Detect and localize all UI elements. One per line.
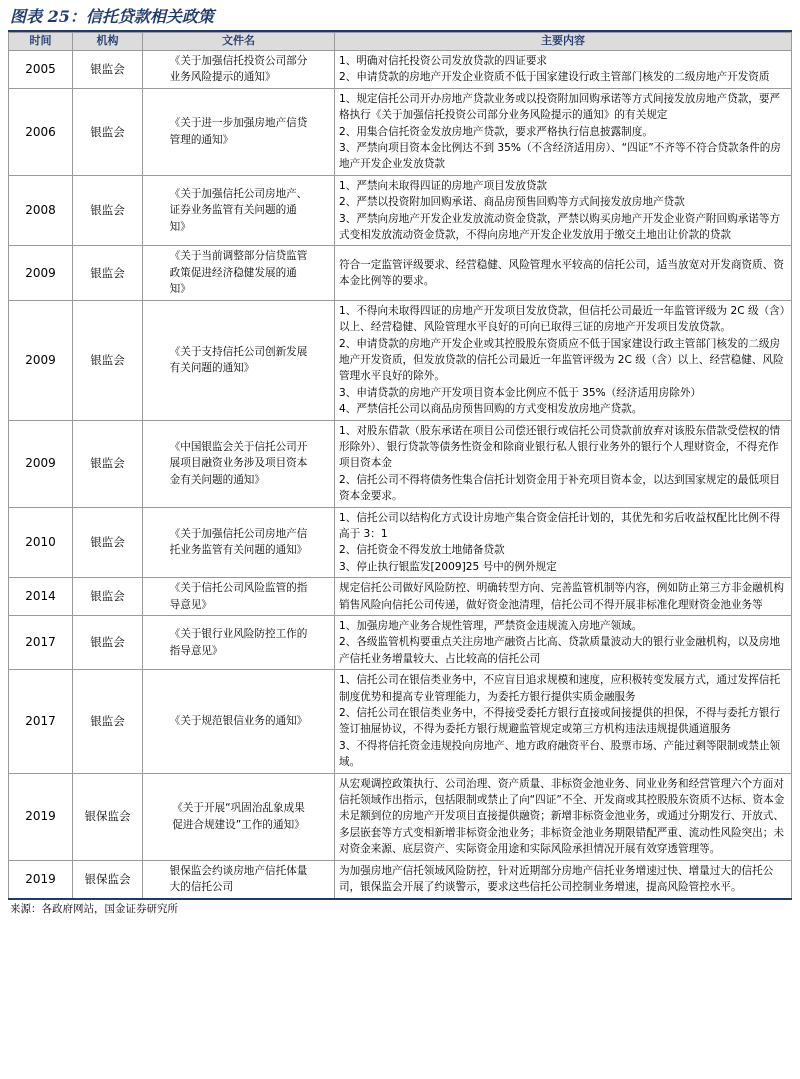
cell-doc-text: 《关于银行业风险防控工作的 指导意见》 <box>169 628 308 657</box>
cell-doc <box>143 88 335 175</box>
table-row <box>9 175 792 246</box>
cell-doc-text: 《关于加强信托投资公司部分 业务风险提示的通知》 <box>169 55 308 84</box>
cell-doc <box>143 773 335 860</box>
table-row <box>9 246 792 300</box>
table-row <box>9 670 792 773</box>
table-row <box>9 420 792 507</box>
policy-table <box>8 32 792 900</box>
cell-doc <box>143 616 335 670</box>
cell-year: 2008 <box>9 175 73 246</box>
source-note: 来源：各政府网站，国金证券研究所 <box>10 902 178 915</box>
cell-org: 银监会 <box>73 175 143 246</box>
header-org: 机构 <box>73 33 143 51</box>
cell-doc <box>143 507 335 578</box>
table-row <box>9 51 792 89</box>
cell-main: 从宏观调控政策执行、公司治理、资产质量、非标资金池业务、同业业务和经营管理六个方面对信托领域作出指示，包括限制或禁止了向“四证”不全、开发商或其控股股东资质不达标、资本金未足额到位的房地产开发项目直接提供融资；新增非标资金池业务，或通过分期发行、开放式、多层嵌套等方式变相新增非标资金池业务；非标资金池业务期限错配严重、流动性风险突出；未对资金来源、底层资产、实际资金用途和实际风险承担情况开展有效穿透管理等。 <box>335 773 792 860</box>
cell-doc-text: 《关于进一步加强房地产信贷 管理的通知》 <box>169 117 308 146</box>
cell-doc-text: 《关于当前调整部分信贷监管 政策促进经济稳健发展的通 知》 <box>169 250 308 296</box>
table-row <box>9 507 792 578</box>
table-row <box>9 300 792 420</box>
cell-org: 银保监会 <box>73 773 143 860</box>
table-row <box>9 88 792 175</box>
cell-doc-text: 《关于加强信托公司房地产信 托业务监管有关问题的通知》 <box>169 527 308 557</box>
table-row <box>9 860 792 898</box>
cell-main: 1、严禁向未取得四证的房地产项目发放贷款 2、严禁以投资附加回购承诺、商品房预售回购等方式间接发放房地产贷款 3、严禁向房地产开发企业发放流动资金贷款，严禁以购买房地产开发企业资产附回购承诺等方式变相发放流动资金贷款，不得向房地产开发企业发放用于缴交土地出让价款的贷款 <box>335 175 792 246</box>
cell-doc-text: 《关于信托公司风险监管的指 导意见》 <box>169 582 308 611</box>
cell-org: 银保监会 <box>73 860 143 898</box>
cell-year: 2017 <box>9 670 73 773</box>
cell-doc-text: 《中国银监会关于信托公司开 展项目融资业务涉及项目资本 金有关问题的通知》 <box>169 440 308 486</box>
cell-year: 2009 <box>9 420 73 507</box>
header-row <box>9 33 792 51</box>
cell-doc <box>143 175 335 246</box>
cell-org: 银监会 <box>73 670 143 773</box>
cell-main: 1、对股东借款（股东承诺在项目公司偿还银行或信托公司贷款前放弃对该股东借款受偿权的情形除外）、银行贷款等债务性资金和除商业银行私人银行业务外的银行个人理财资金，不得充作项目资本金 2、信托公司不得将债务性集合信托计划资金用于补充项目资本金，以达到国家规定的最低项目资本金要求。 <box>335 420 792 507</box>
header-main: 主要内容 <box>335 33 792 51</box>
cell-year: 2017 <box>9 616 73 670</box>
cell-year: 2009 <box>9 246 73 300</box>
cell-year: 2005 <box>9 51 73 89</box>
cell-main: 1、加强房地产业务合规性管理，严禁资金违规流入房地产领域。 2、各级监管机构要重点关注房地产融资占比高、贷款质量波动大的银行业金融机构，以及房地产信托业务增量较大、占比较高的信托公司 <box>335 616 792 670</box>
cell-doc-text: 《关于加强信托公司房地产、 证券业务监管有关问题的通 知》 <box>169 188 308 233</box>
cell-main: 1、信托公司在银信类业务中，不应盲目追求规模和速度，应积极转变发展方式，通过发挥信托制度优势和提高专业管理能力，为委托方银行提供实质金融服务 2、信托公司在银信类业务中，不得接受委托方银行直接或间接提供的担保，不得与委托方银行签订抽屉协议，不得为委托方银行规避监管规定或第三方机构违法违规提供通道服务 3、不得将信托资金违规投向房地产、地方政府融资平台、股票市场、产能过剩等限制或禁止领域。 <box>335 670 792 773</box>
cell-doc-text: 银保监会约谈房地产信托体量 大的信托公司 <box>169 864 308 894</box>
cell-org: 银监会 <box>73 507 143 578</box>
cell-org: 银监会 <box>73 616 143 670</box>
cell-org: 银监会 <box>73 51 143 89</box>
cell-main: 1、明确对信托投资公司发放贷款的四证要求 2、申请贷款的房地产开发企业资质不低于国家建设行政主管部门核发的二级房地产开发资质 <box>335 51 792 89</box>
cell-org: 银监会 <box>73 578 143 616</box>
figure-title: 图表 25：信托贷款相关政策 <box>10 7 214 26</box>
cell-doc-text: 《关于规范银信业务的通知》 <box>169 715 308 728</box>
cell-doc <box>143 246 335 300</box>
cell-doc <box>143 578 335 616</box>
cell-doc <box>143 51 335 89</box>
cell-doc-text: 《关于开展“巩固治乱象成果 促进合规建设”工作的通知》 <box>172 802 305 831</box>
cell-year: 2010 <box>9 507 73 578</box>
cell-doc <box>143 860 335 898</box>
cell-year: 2009 <box>9 300 73 420</box>
cell-main: 1、不得向未取得四证的房地产开发项目发放贷款，但信托公司最近一年监管评级为 2C 级（含）以上、经营稳健、风险管理水平良好的可向已取得三证的房地产开发项目发放贷款。 2、申请贷款的房地产开发企业或其控股股东资质应不低于国家建设行政主管部门核发的二级房地产开发资质，但发放贷款的信托公司最近一年监管评级为 2C 级（含）以上、经营稳健、风险管理水平良好的除外。 3、申请贷款的房地产开发项目资本金比例应不低于 35%（经济适用房除外） 4、严禁信托公司以商品房预售回购的方式变相发放房地产贷款。 <box>335 300 792 420</box>
cell-doc <box>143 420 335 507</box>
table-row <box>9 578 792 616</box>
header-doc: 文件名 <box>143 33 335 51</box>
cell-year: 2006 <box>9 88 73 175</box>
header-year: 时间 <box>9 33 73 51</box>
cell-org: 银监会 <box>73 246 143 300</box>
cell-org: 银监会 <box>73 300 143 420</box>
cell-org: 银监会 <box>73 420 143 507</box>
cell-main: 1、信托公司以结构化方式设计房地产集合资金信托计划的，其优先和劣后收益权配比比例不得高于 3：1 2、信托资金不得发放土地储备贷款 3、停止执行银监发[2009]25 号中的例外规定 <box>335 507 792 578</box>
cell-org: 银监会 <box>73 88 143 175</box>
cell-year: 2014 <box>9 578 73 616</box>
table-row <box>9 616 792 670</box>
cell-main: 1、规定信托公司开办房地产贷款业务或以投资附加回购承诺等方式间接发放房地产贷款，要严格执行《关于加强信托投资公司部分业务风险提示的通知》的有关规定 2、用集合信托资金发放房地产贷款，要求严格执行信息披露制度。 3、严禁向项目资本金比例达不到 35%（不含经济适用房）、“四证”不齐等不符合贷款条件的房地产开发企业发放贷款 <box>335 88 792 175</box>
cell-main: 规定信托公司做好风险防控、明确转型方向、完善监管机制等内容，例如防止第三方非金融机构销售风险向信托公司传递，做好资金池清理，信托公司不得开展非标准化理财资金池业务等 <box>335 578 792 616</box>
table-body <box>9 51 792 899</box>
cell-main: 符合一定监管评级要求、经营稳健、风险管理水平较高的信托公司，适当放宽对开发商资质、资本金比例等的要求。 <box>335 246 792 300</box>
cell-doc <box>143 300 335 420</box>
table-row <box>9 773 792 860</box>
cell-doc <box>143 670 335 773</box>
cell-main: 为加强房地产信托领域风险防控，针对近期部分房地产信托业务增速过快、增量过大的信托公司，银保监会开展了约谈警示，要求这些信托公司控制业务增速，提高风险管控水平。 <box>335 860 792 898</box>
table-header <box>9 33 792 51</box>
cell-year: 2019 <box>9 860 73 898</box>
cell-doc-text: 《关于支持信托公司创新发展 有关问题的通知》 <box>169 345 308 375</box>
cell-year: 2019 <box>9 773 73 860</box>
